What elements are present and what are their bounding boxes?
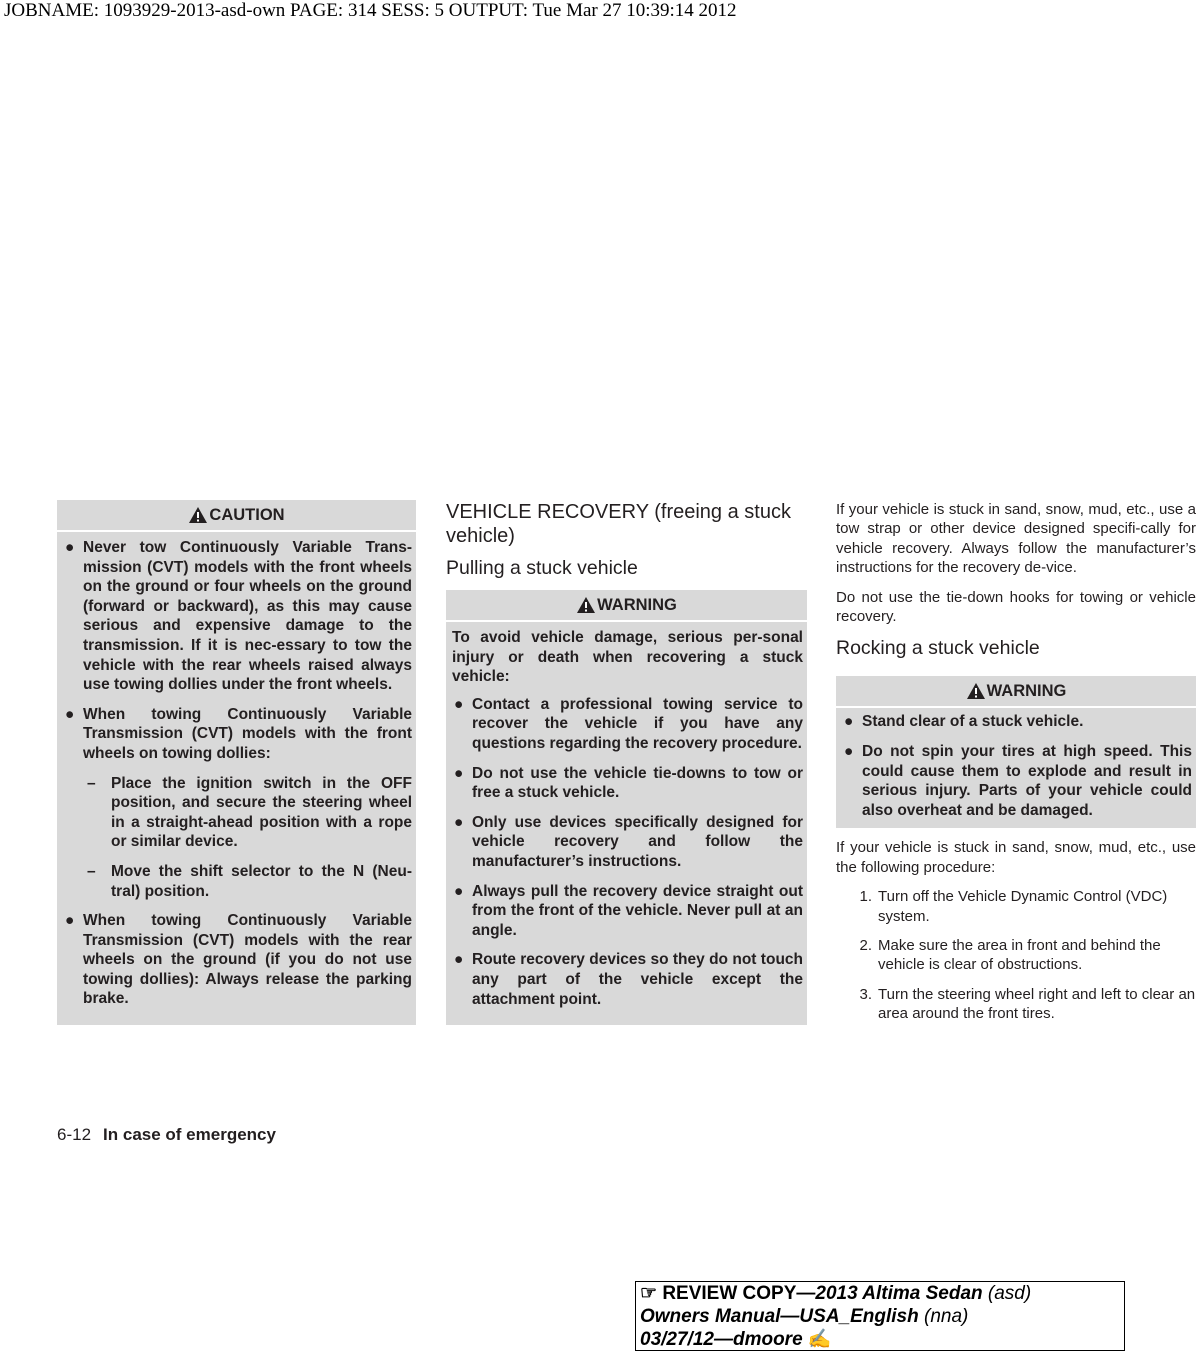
bullet-icon: ● (454, 951, 464, 969)
review-copy-stamp (635, 1281, 1125, 1351)
warning-triangle-icon (188, 506, 208, 524)
caution-sub-item: – Place the ignition switch in the OFF position, and secure the steering wheel in a straight-ahead position with a rope or similar device. (87, 774, 412, 851)
bullet-icon: ● (65, 705, 75, 723)
paragraph: If your vehicle is stuck in sand, snow, mud, etc., use a tow strap or other device designed specifi-cally for vehicle recovery. Always follow the manufacturer’s instructions for the recovery de-vice. (836, 501, 1196, 577)
pointing-hand-icon: ☞ (640, 1283, 658, 1304)
caution-sub-item: – Move the shift selector to the N (Neu-tral) position. (87, 862, 412, 900)
section-heading: VEHICLE RECOVERY (freeing a stuck vehicle) (446, 501, 791, 547)
procedure-step: 1. Turn off the Vehicle Dynamic Control (VDC) system. (859, 888, 1168, 925)
page-footer (57, 1125, 276, 1145)
warning-box (446, 590, 807, 1025)
warning-header (836, 676, 1196, 708)
bullet-icon: ● (65, 912, 75, 930)
bullet-icon: ● (844, 743, 854, 761)
bullet-icon: ● (454, 813, 464, 831)
bullet-icon: ● (844, 713, 854, 731)
warning-title: WARNING (986, 681, 1067, 700)
bullet-icon: ● (454, 695, 464, 713)
paragraph: Do not use the tie-down hooks for towing or vehicle recovery. (836, 588, 1196, 626)
warning-triangle-icon (966, 682, 986, 700)
warning-bullet: ● Route recovery devices so they do not touch any part of the vehicle except the attachment point. (454, 951, 803, 1008)
subsection-heading: Pulling a stuck vehicle (446, 557, 638, 579)
bullet-icon: ● (454, 764, 464, 782)
caution-bullet: ● Never tow Continuously Variable Trans-mission (CVT) models with the front wheels on the ground or four wheels on the ground (forward or backward), as this may cause serious and expensive damage to the transmission. If it is nec-essary to tow the vehicle with the rear wheels raised always use towing dollies under the front wheels. (65, 539, 412, 694)
review-line-2: Owners Manual—USA_English (nna) (640, 1306, 969, 1327)
warning-bullet: ● Do not spin your tires at high speed. This could cause them to explode and result in serious injury. Parts of your vehicle could also overheat and be damaged. (844, 743, 1192, 819)
middle-column (446, 500, 807, 1025)
review-line-3: 03/27/12—dmoore ✍ (640, 1329, 832, 1350)
warning-box (836, 676, 1196, 828)
writing-hand-icon: ✍ (807, 1329, 832, 1350)
job-header: JOBNAME: 1093929-2013-asd-own PAGE: 314 SESS: 5 OUTPUT: Tue Mar 27 10:39:14 2012 (4, 0, 737, 21)
warning-bullet: ● Stand clear of a stuck vehicle. (844, 713, 1084, 731)
subsection-heading: Rocking a stuck vehicle (836, 637, 1040, 660)
page-number: 6-12 (57, 1125, 92, 1144)
warning-bullet: ● Only use devices specifically designed for vehicle recovery and follow the manufacturer’s instructions. (454, 813, 803, 870)
procedure-step: 3. Turn the steering wheel right and left to clear an area around the front tires. (859, 985, 1196, 1023)
caution-box (57, 500, 416, 1025)
bullet-icon: ● (65, 539, 75, 556)
warning-bullet: ● Always pull the recovery device straight out from the front of the vehicle. Never pull at an angle. (454, 882, 803, 939)
right-column (836, 500, 1196, 1034)
procedure-step: 2. Make sure the area in front and behind the vehicle is clear of obstructions. (859, 937, 1161, 974)
warning-bullet: ● Do not use the vehicle tie-downs to tow or free a stuck vehicle. (454, 764, 803, 802)
review-line-1: ☞ REVIEW COPY—2013 Altima Sedan (asd) (640, 1283, 1032, 1304)
caution-title: CAUTION (209, 505, 285, 524)
warning-bullet: ● Contact a professional towing service to recover the vehicle if you have any questions regarding the recovery procedure. (454, 695, 803, 752)
warning-triangle-icon (576, 596, 596, 614)
section-name: In case of emergency (103, 1125, 276, 1144)
caution-header (57, 500, 416, 532)
warning-intro: To avoid vehicle damage, serious per-sonal injury or death when recovering a stuck vehicle: (452, 629, 803, 686)
paragraph: If your vehicle is stuck in sand, snow, mud, etc., use the following procedure: (836, 839, 1196, 876)
caution-bullet: ● When towing Continuously Variable Transmission (CVT) models with the rear wheels on the ground (if you do not use towing dollies): Always release the parking brake. (65, 912, 412, 1008)
bullet-icon: ● (454, 882, 464, 900)
warning-header (446, 590, 807, 622)
left-column (57, 500, 416, 1025)
caution-bullet: ● When towing Continuously Variable Transmission (CVT) models with the front wheels on towing dollies: (65, 705, 412, 762)
warning-title: WARNING (597, 595, 677, 614)
